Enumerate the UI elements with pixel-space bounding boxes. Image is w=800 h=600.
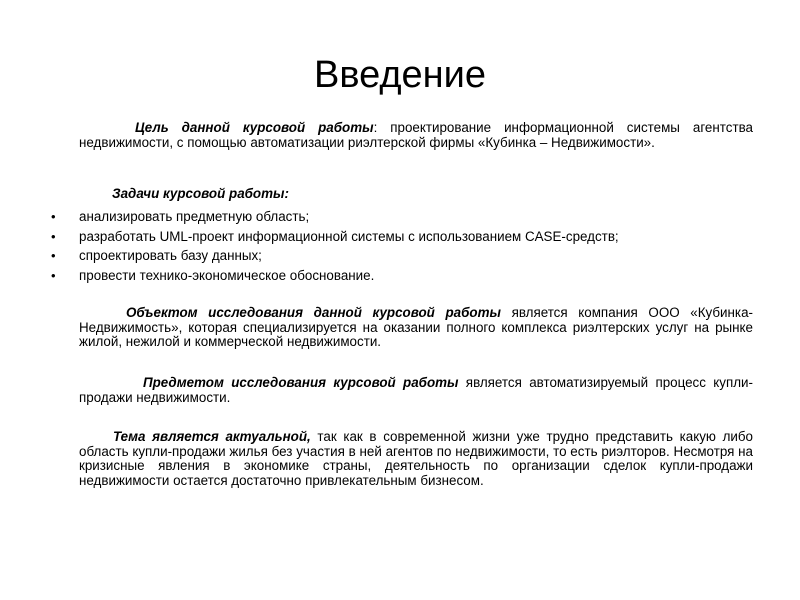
task-text: спроектировать базу данных;	[79, 248, 262, 263]
subject-paragraph	[79, 376, 753, 405]
bullet-icon: •	[51, 209, 56, 224]
object-text: является компания ООО «Кубинка- Недвижимость», которая специализируется на оказании полного комплекса риэлтерских услуг на рынке жилой, нежилой и коммерческой недвижимости.	[79, 305, 753, 349]
goal-paragraph	[79, 121, 753, 150]
object-lead: Объектом исследования данной курсовой работы	[126, 305, 501, 320]
goal-text: : проектирование информационной системы агентства недвижимости, с помощью автоматизации риэлтерской фирмы «Кубинка – Недвижимости».	[79, 120, 753, 150]
tasks-list	[51, 207, 619, 285]
list-item	[51, 266, 619, 286]
tasks-heading: Задачи курсовой работы:	[112, 186, 289, 201]
topic-text: так как в современной жизни уже трудно представить какую либо область купли-продажи жилья без участия в ней агентов по недвижимости, то есть риэлторов. Несмотря на кризисные явления в экономике страны, деятельность по организации сделок купли-продажи недвижимости остается достаточно привлекательным бизнесом.	[79, 429, 753, 488]
task-text: провести технико-экономическое обоснование.	[79, 267, 375, 283]
tasks-heading-row	[79, 187, 753, 202]
list-item	[51, 227, 619, 247]
list-item	[51, 207, 619, 227]
object-paragraph	[79, 306, 753, 350]
task-text: разработать UML-проект информационной системы с использованием CASE-средств;	[79, 228, 619, 244]
slide-title: Введение	[313, 54, 487, 96]
subject-text: является автоматизируемый процесс купли-продажи недвижимости.	[79, 375, 753, 405]
list-item	[51, 246, 619, 266]
subject-lead: Предметом исследования курсовой работы	[143, 375, 459, 390]
bullet-icon: •	[51, 248, 56, 263]
bullet-icon: •	[51, 228, 56, 244]
goal-lead: Цель данной курсовой работы	[135, 120, 374, 135]
topic-paragraph	[79, 430, 753, 488]
bullet-icon: •	[51, 267, 56, 283]
topic-lead: Тема является актуальной,	[113, 429, 311, 444]
task-text: анализировать предметную область;	[79, 209, 310, 224]
